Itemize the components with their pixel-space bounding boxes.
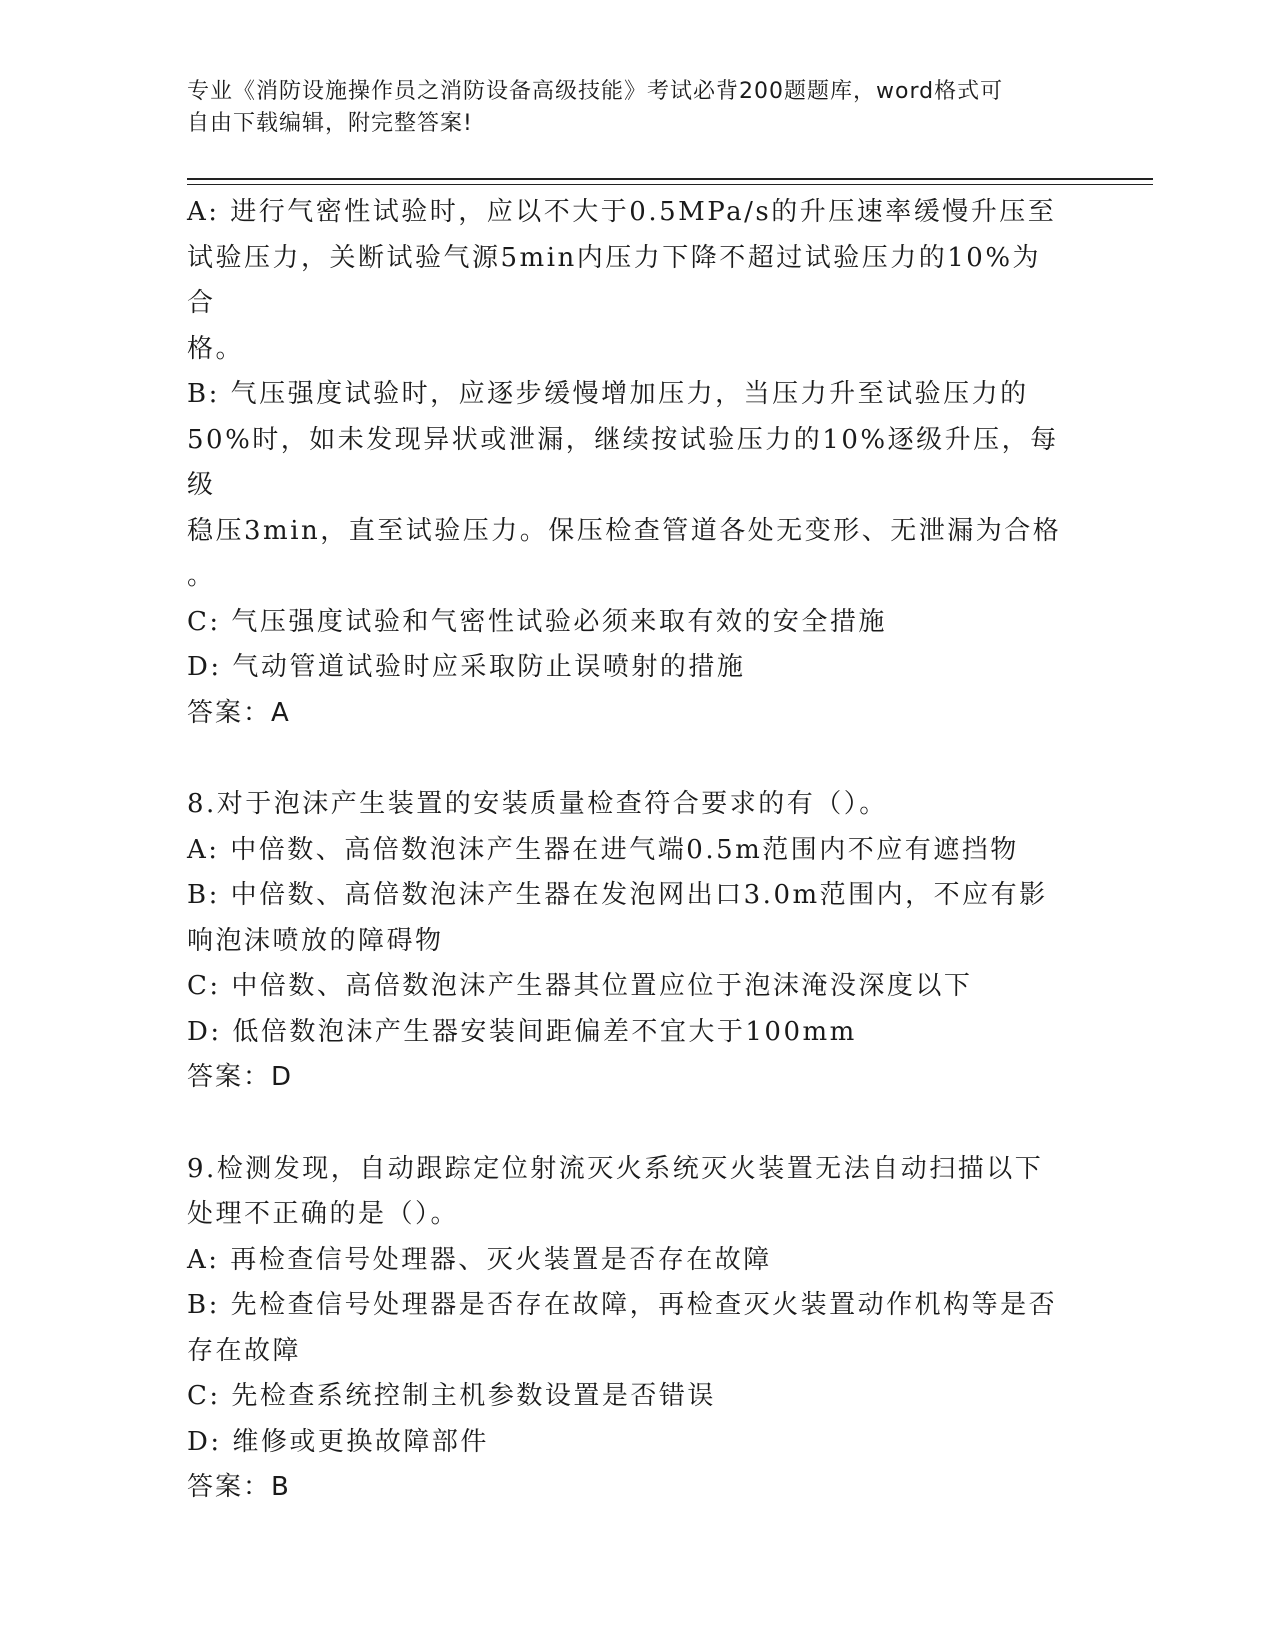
question-9-block [187,1147,1067,1511]
q9-option-d: D: 维修或更换故障部件 [187,1426,489,1457]
q9-answer: 答案：B [187,1472,291,1502]
q7-option-b-line-2: 50%时，如未发现异状或泄漏，继续按试验压力的10%逐级升压，每级 [187,424,1059,500]
q7-option-a-line-1: A: 进行气密性试验时，应以不大于0.5MPa/s的升压速率缓慢升压至 [187,197,1057,227]
q7-option-b-line-4: 。 [187,561,216,591]
question-8-block [187,782,1067,1101]
q7-option-c: C: 气压强度试验和气密性试验必须来取有效的安全措施 [187,606,887,637]
q7-option-a-line-3: 格。 [187,333,245,364]
q7-option-b-line-3: 稳压3min，直至试验压力。保压检查管道各处无变形、无泄漏为合格 [187,515,1062,546]
q7-option-d: D: 气动管道试验时应采取防止误喷射的措施 [187,652,746,682]
header-title-line-1: 专业《消防设施操作员之消防设备高级技能》考试必背200题题库，word格式可 [187,79,1004,104]
q9-option-a: A: 再检查信号处理器、灭火装置是否存在故障 [187,1244,772,1275]
q8-option-c: C: 中倍数、高倍数泡沫产生器其位置应位于泡沫淹没深度以下 [187,971,973,1001]
question-7-block [187,190,1067,736]
header-title-line-2: 自由下载编辑，附完整答案! [187,111,473,136]
q9-question-line-1: 9.检测发现，自动跟踪定位射流灭火系统灭火装置无法自动扫描以下 [187,1153,1044,1184]
q9-option-c: C: 先检查系统控制主机参数设置是否错误 [187,1381,716,1411]
q9-question-line-2: 处理不正确的是（）。 [187,1199,460,1229]
q7-option-b-line-1: B: 气压强度试验时，应逐步缓慢增加压力，当压力升至试验压力的 [187,379,1029,409]
spacer [187,736,1067,782]
header-rule-thick [187,178,1153,180]
header-rule-thin [187,184,1153,185]
spacer [187,1101,1067,1147]
page-header [187,76,1067,140]
q8-option-d: D: 低倍数泡沫产生器安装间距偏差不宜大于100mm [187,1016,857,1047]
q9-option-b-line-2: 存在故障 [187,1335,302,1366]
q8-question: 8.对于泡沫产生装置的安装质量检查符合要求的有（）。 [187,789,888,819]
q8-option-a: A: 中倍数、高倍数泡沫产生器在进气端0.5m范围内不应有遮挡物 [187,834,1019,865]
q7-option-a-line-2: 试验压力，关断试验气源5min内压力下降不超过试验压力的10%为合 [187,242,1042,318]
q8-option-b-line-1: B: 中倍数、高倍数泡沫产生器在发泡网出口3.0m范围内，不应有影 [187,880,1048,910]
q8-option-b-line-2: 响泡沫喷放的障碍物 [187,925,444,956]
q8-answer: 答案：D [187,1062,294,1092]
q9-option-b-line-1: B: 先检查信号处理器是否存在故障，再检查灭火装置动作机构等是否 [187,1290,1058,1320]
q7-answer: 答案：A [187,697,291,728]
document-body [187,190,1067,1511]
